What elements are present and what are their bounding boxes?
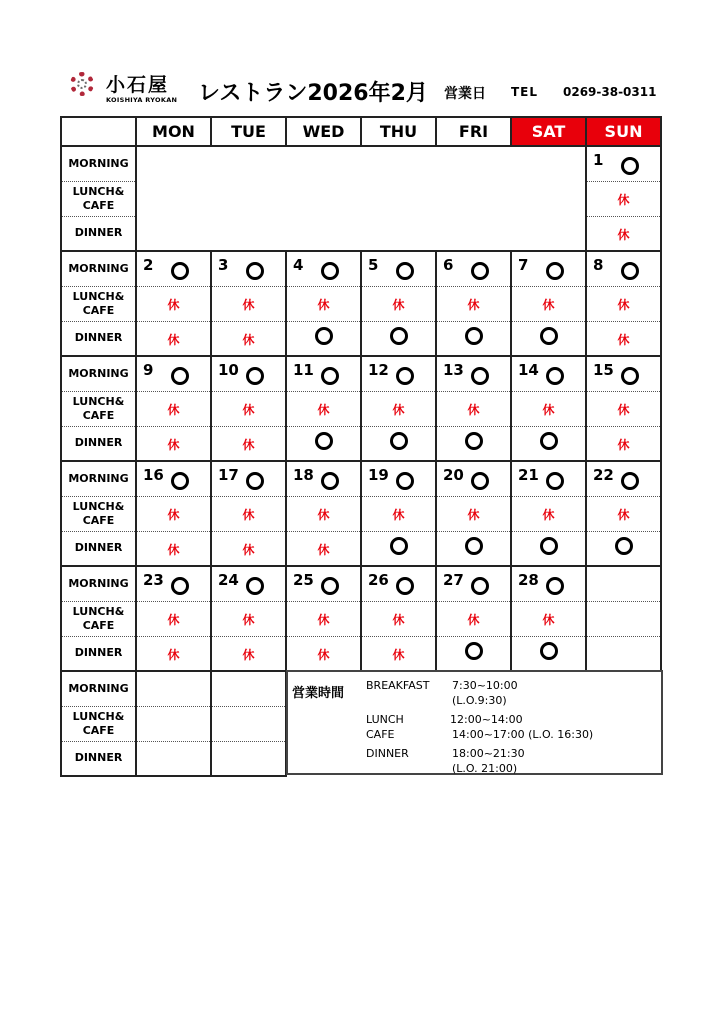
open-circle-icon: [540, 327, 558, 345]
open-circle-icon: [621, 472, 639, 490]
open-circle-icon: [390, 327, 408, 345]
day-15-morning-cell: [586, 356, 661, 391]
open-circle-icon: [546, 577, 564, 595]
open-circle-icon: [465, 327, 483, 345]
meal-label-morning: MORNING: [61, 146, 136, 181]
day-22-morning-cell: [586, 461, 661, 496]
day-6-morning-cell: [436, 251, 511, 286]
open-circle-icon: [621, 262, 639, 280]
day-3-lunch-cell: [211, 286, 286, 321]
open-circle-icon: [471, 472, 489, 490]
day-number: 14: [518, 361, 539, 379]
day-7-morning-cell: [511, 251, 586, 286]
day-27-lunch-cell: [436, 601, 511, 636]
day-12-dinner-cell: [361, 426, 436, 461]
day-7-lunch-cell: [511, 286, 586, 321]
day-7-dinner-cell: [511, 321, 586, 356]
day-13-dinner-cell: [436, 426, 511, 461]
day-2-morning-cell: [136, 251, 211, 286]
closed-mark-icon: 休: [617, 437, 630, 452]
day-number: 21: [518, 466, 539, 484]
closed-mark-icon: 休: [617, 227, 630, 242]
day-13-morning-cell: [436, 356, 511, 391]
day-number: 27: [443, 571, 464, 589]
closed-mark-icon: 休: [167, 542, 180, 557]
week-3-dinner-row: [61, 531, 661, 566]
open-circle-icon: [540, 537, 558, 555]
day-25-morning-cell: [286, 566, 361, 601]
day-20-dinner-cell: [436, 531, 511, 566]
logo-ring-icon: [70, 72, 94, 96]
empty-cell: [586, 636, 661, 671]
day-28-lunch-cell: [511, 601, 586, 636]
day-8-lunch-cell: [586, 286, 661, 321]
dinner-time: 18:00~21:30: [452, 747, 525, 760]
day-header-sat: SAT: [511, 117, 586, 146]
open-circle-icon: [546, 262, 564, 280]
dinner-label: DINNER: [366, 747, 409, 760]
open-circle-icon: [246, 472, 264, 490]
day-10-dinner-cell: [211, 426, 286, 461]
closed-mark-icon: 休: [167, 403, 180, 417]
day-number: 9: [143, 361, 154, 379]
closed-mark-icon: 休: [167, 332, 180, 347]
open-circle-icon: [546, 472, 564, 490]
open-circle-icon: [465, 432, 483, 450]
open-circle-icon: [171, 472, 189, 490]
day-number: 23: [143, 571, 164, 589]
day-15-lunch-cell: [586, 391, 661, 426]
day-4-dinner-cell: [286, 321, 361, 356]
closed-mark-icon: 休: [317, 508, 330, 522]
page-header: [66, 68, 666, 112]
breakfast-time: 7:30~10:00: [452, 679, 518, 692]
closed-mark-icon: 休: [392, 647, 405, 662]
closed-mark-icon: 休: [617, 332, 630, 347]
open-circle-icon: [321, 472, 339, 490]
day-number: 3: [218, 256, 229, 274]
closed-mark-icon: 休: [242, 403, 255, 417]
empty-cell: [136, 146, 586, 251]
day-23-lunch-cell: [136, 601, 211, 636]
open-circle-icon: [465, 642, 483, 660]
day-9-morning-cell: [136, 356, 211, 391]
day-22-dinner-cell: [586, 531, 661, 566]
day-21-morning-cell: [511, 461, 586, 496]
day-4-lunch-cell: [286, 286, 361, 321]
day-4-morning-cell: [286, 251, 361, 286]
day-16-lunch-cell: [136, 496, 211, 531]
closed-mark-icon: 休: [542, 613, 555, 627]
day-2-dinner-cell: [136, 321, 211, 356]
day-11-lunch-cell: [286, 391, 361, 426]
breakfast-label: BREAKFAST: [366, 679, 430, 692]
closed-mark-icon: 休: [392, 508, 405, 522]
empty-cell: [211, 706, 286, 741]
open-circle-icon: [171, 367, 189, 385]
day-header-sun: SUN: [586, 117, 661, 146]
closed-mark-icon: 休: [617, 508, 630, 522]
meal-label-dinner: DINNER: [61, 426, 136, 461]
day-13-lunch-cell: [436, 391, 511, 426]
day-number: 17: [218, 466, 239, 484]
closed-mark-icon: 休: [242, 298, 255, 312]
week-1-lunch-row: [61, 286, 661, 321]
day-number: 5: [368, 256, 379, 274]
meal-label-morning: MORNING: [61, 356, 136, 391]
day-12-morning-cell: [361, 356, 436, 391]
week-2-morning-row: [61, 356, 661, 391]
closed-mark-icon: 休: [617, 193, 630, 207]
meal-label-lunch: LUNCH& CAFE: [61, 496, 136, 531]
open-circle-icon: [465, 537, 483, 555]
day-2-lunch-cell: [136, 286, 211, 321]
day-number: 1: [593, 151, 604, 169]
day-22-lunch-cell: [586, 496, 661, 531]
day-28-morning-cell: [511, 566, 586, 601]
closed-mark-icon: 休: [167, 647, 180, 662]
page-title: レストラン2026年2月: [198, 81, 428, 106]
week-1-dinner-row: [61, 321, 661, 356]
closed-mark-icon: 休: [317, 298, 330, 312]
day-header-tue: TUE: [211, 117, 286, 146]
day-18-morning-cell: [286, 461, 361, 496]
closed-mark-icon: 休: [467, 298, 480, 312]
logo-subtitle: KOISHIYA RYOKAN: [106, 96, 178, 104]
week-3-lunch-row: [61, 496, 661, 531]
tel-number: 0269-38-0311: [563, 85, 657, 99]
closed-mark-icon: 休: [542, 508, 555, 522]
closed-mark-icon: 休: [317, 542, 330, 557]
day-number: 16: [143, 466, 164, 484]
closed-mark-icon: 休: [167, 508, 180, 522]
open-circle-icon: [396, 262, 414, 280]
open-circle-icon: [396, 367, 414, 385]
meal-label-morning: MORNING: [61, 566, 136, 601]
day-number: 28: [518, 571, 539, 589]
open-circle-icon: [246, 262, 264, 280]
meal-label-lunch: LUNCH& CAFE: [61, 706, 136, 741]
lunch-label: LUNCH: [366, 713, 404, 726]
empty-cell: [586, 601, 661, 636]
lunch-time: 12:00~14:00: [450, 713, 523, 726]
day-17-lunch-cell: [211, 496, 286, 531]
day-5-morning-cell: [361, 251, 436, 286]
closed-mark-icon: 休: [242, 613, 255, 627]
day-header-fri: FRI: [436, 117, 511, 146]
day-8-dinner-cell: [586, 321, 661, 356]
week-2-lunch-row: [61, 391, 661, 426]
closed-mark-icon: 休: [317, 613, 330, 627]
empty-cell: [136, 741, 211, 776]
closed-mark-icon: 休: [542, 298, 555, 312]
week-2-dinner-row: [61, 426, 661, 461]
empty-cell: [211, 741, 286, 776]
business-hours-title: 営業時間: [292, 686, 345, 701]
day-12-lunch-cell: [361, 391, 436, 426]
open-circle-icon: [321, 577, 339, 595]
open-circle-icon: [390, 432, 408, 450]
day-3-dinner-cell: [211, 321, 286, 356]
day-11-morning-cell: [286, 356, 361, 391]
day-18-dinner-cell: [286, 531, 361, 566]
open-circle-icon: [621, 367, 639, 385]
closed-mark-icon: 休: [467, 613, 480, 627]
open-circle-icon: [540, 642, 558, 660]
day-14-lunch-cell: [511, 391, 586, 426]
day-number: 8: [593, 256, 604, 274]
day-1-lunch-cell: [586, 181, 661, 216]
day-16-morning-cell: [136, 461, 211, 496]
open-circle-icon: [246, 577, 264, 595]
day-number: 10: [218, 361, 239, 379]
day-26-lunch-cell: [361, 601, 436, 636]
day-header-wed: WED: [286, 117, 361, 146]
tel-label: TEL: [511, 85, 539, 99]
week-4-dinner-row: [61, 636, 661, 671]
empty-cell: [136, 706, 211, 741]
closed-mark-icon: 休: [317, 403, 330, 417]
meal-label-morning: MORNING: [61, 251, 136, 286]
calendar-header-row: [61, 117, 661, 146]
day-20-lunch-cell: [436, 496, 511, 531]
open-circle-icon: [396, 577, 414, 595]
day-19-morning-cell: [361, 461, 436, 496]
day-10-lunch-cell: [211, 391, 286, 426]
day-25-lunch-cell: [286, 601, 361, 636]
meal-label-lunch: LUNCH& CAFE: [61, 181, 136, 216]
empty-cell: [211, 671, 286, 706]
meal-label-dinner: DINNER: [61, 636, 136, 671]
day-24-morning-cell: [211, 566, 286, 601]
logo: [66, 68, 196, 112]
day-number: 22: [593, 466, 614, 484]
week-4-morning-row: [61, 566, 661, 601]
empty-cell: [136, 671, 211, 706]
open-circle-icon: [621, 157, 639, 175]
logo-kanji: 小石屋: [106, 74, 170, 96]
open-circle-icon: [471, 577, 489, 595]
meal-label-lunch: LUNCH& CAFE: [61, 601, 136, 636]
open-circle-icon: [246, 367, 264, 385]
day-header-thu: THU: [361, 117, 436, 146]
day-21-dinner-cell: [511, 531, 586, 566]
day-21-lunch-cell: [511, 496, 586, 531]
day-18-lunch-cell: [286, 496, 361, 531]
day-number: 24: [218, 571, 239, 589]
open-circle-icon: [315, 327, 333, 345]
open-circle-icon: [540, 432, 558, 450]
open-circle-icon: [471, 262, 489, 280]
day-19-lunch-cell: [361, 496, 436, 531]
day-number: 13: [443, 361, 464, 379]
meal-label-dinner: DINNER: [61, 321, 136, 356]
day-1-morning-cell: [586, 146, 661, 181]
day-25-dinner-cell: [286, 636, 361, 671]
day-number: 25: [293, 571, 314, 589]
day-header-mon: MON: [136, 117, 211, 146]
day-23-dinner-cell: [136, 636, 211, 671]
day-number: 11: [293, 361, 314, 379]
day-20-morning-cell: [436, 461, 511, 496]
day-number: 20: [443, 466, 464, 484]
closed-mark-icon: 休: [392, 298, 405, 312]
week-4-lunch-row: [61, 601, 661, 636]
day-number: 4: [293, 256, 304, 274]
day-number: 12: [368, 361, 389, 379]
cafe-time: 14:00~17:00 (L.O. 16:30): [452, 728, 594, 741]
day-17-dinner-cell: [211, 531, 286, 566]
day-14-morning-cell: [511, 356, 586, 391]
closed-mark-icon: 休: [167, 613, 180, 627]
day-17-morning-cell: [211, 461, 286, 496]
meal-label-dinner: DINNER: [61, 531, 136, 566]
day-14-dinner-cell: [511, 426, 586, 461]
day-11-dinner-cell: [286, 426, 361, 461]
day-24-dinner-cell: [211, 636, 286, 671]
day-28-dinner-cell: [511, 636, 586, 671]
meal-label-dinner: DINNER: [61, 741, 136, 776]
meal-label-lunch: LUNCH& CAFE: [61, 286, 136, 321]
day-number: 18: [293, 466, 314, 484]
day-5-dinner-cell: [361, 321, 436, 356]
closed-mark-icon: 休: [467, 508, 480, 522]
open-circle-icon: [396, 472, 414, 490]
day-number: 7: [518, 256, 529, 274]
open-circle-icon: [315, 432, 333, 450]
week-1-morning-row: [61, 251, 661, 286]
day-26-morning-cell: [361, 566, 436, 601]
closed-mark-icon: 休: [317, 647, 330, 662]
meal-label-dinner: DINNER: [61, 216, 136, 251]
closed-mark-icon: 休: [467, 403, 480, 417]
day-19-dinner-cell: [361, 531, 436, 566]
day-8-morning-cell: [586, 251, 661, 286]
open-circle-icon: [171, 577, 189, 595]
breakfast-last-order: (L.O.9:30): [452, 694, 507, 707]
page-subtitle: 営業日: [444, 86, 486, 102]
day-5-lunch-cell: [361, 286, 436, 321]
closed-mark-icon: 休: [542, 403, 555, 417]
closed-mark-icon: 休: [242, 647, 255, 662]
empty-cell: [586, 566, 661, 601]
day-26-dinner-cell: [361, 636, 436, 671]
week-3-morning-row: [61, 461, 661, 496]
day-number: 26: [368, 571, 389, 589]
open-circle-icon: [171, 262, 189, 280]
closed-mark-icon: 休: [392, 613, 405, 627]
day-9-lunch-cell: [136, 391, 211, 426]
closed-mark-icon: 休: [392, 403, 405, 417]
business-hours-box: [286, 670, 663, 775]
day-24-lunch-cell: [211, 601, 286, 636]
day-3-morning-cell: [211, 251, 286, 286]
meal-label-morning: MORNING: [61, 671, 136, 706]
dinner-last-order: (L.O. 21:00): [452, 762, 518, 775]
closed-mark-icon: 休: [617, 403, 630, 417]
open-circle-icon: [390, 537, 408, 555]
closed-mark-icon: 休: [242, 542, 255, 557]
day-number: 15: [593, 361, 614, 379]
day-27-morning-cell: [436, 566, 511, 601]
day-number: 2: [143, 256, 154, 274]
closed-mark-icon: 休: [242, 508, 255, 522]
closed-mark-icon: 休: [242, 332, 255, 347]
closed-mark-icon: 休: [242, 437, 255, 452]
meal-label-morning: MORNING: [61, 461, 136, 496]
meal-label-lunch: LUNCH& CAFE: [61, 391, 136, 426]
cafe-label: CAFE: [366, 728, 395, 741]
closed-mark-icon: 休: [617, 298, 630, 312]
week-0-morning-row: [61, 146, 661, 181]
day-6-dinner-cell: [436, 321, 511, 356]
open-circle-icon: [471, 367, 489, 385]
day-15-dinner-cell: [586, 426, 661, 461]
day-10-morning-cell: [211, 356, 286, 391]
day-23-morning-cell: [136, 566, 211, 601]
day-27-dinner-cell: [436, 636, 511, 671]
day-number: 6: [443, 256, 454, 274]
closed-mark-icon: 休: [167, 437, 180, 452]
open-circle-icon: [321, 367, 339, 385]
open-circle-icon: [546, 367, 564, 385]
day-9-dinner-cell: [136, 426, 211, 461]
day-1-dinner-cell: [586, 216, 661, 251]
day-6-lunch-cell: [436, 286, 511, 321]
day-16-dinner-cell: [136, 531, 211, 566]
day-number: 19: [368, 466, 389, 484]
open-circle-icon: [321, 262, 339, 280]
open-circle-icon: [615, 537, 633, 555]
closed-mark-icon: 休: [167, 298, 180, 312]
corner-cell: [61, 117, 136, 146]
